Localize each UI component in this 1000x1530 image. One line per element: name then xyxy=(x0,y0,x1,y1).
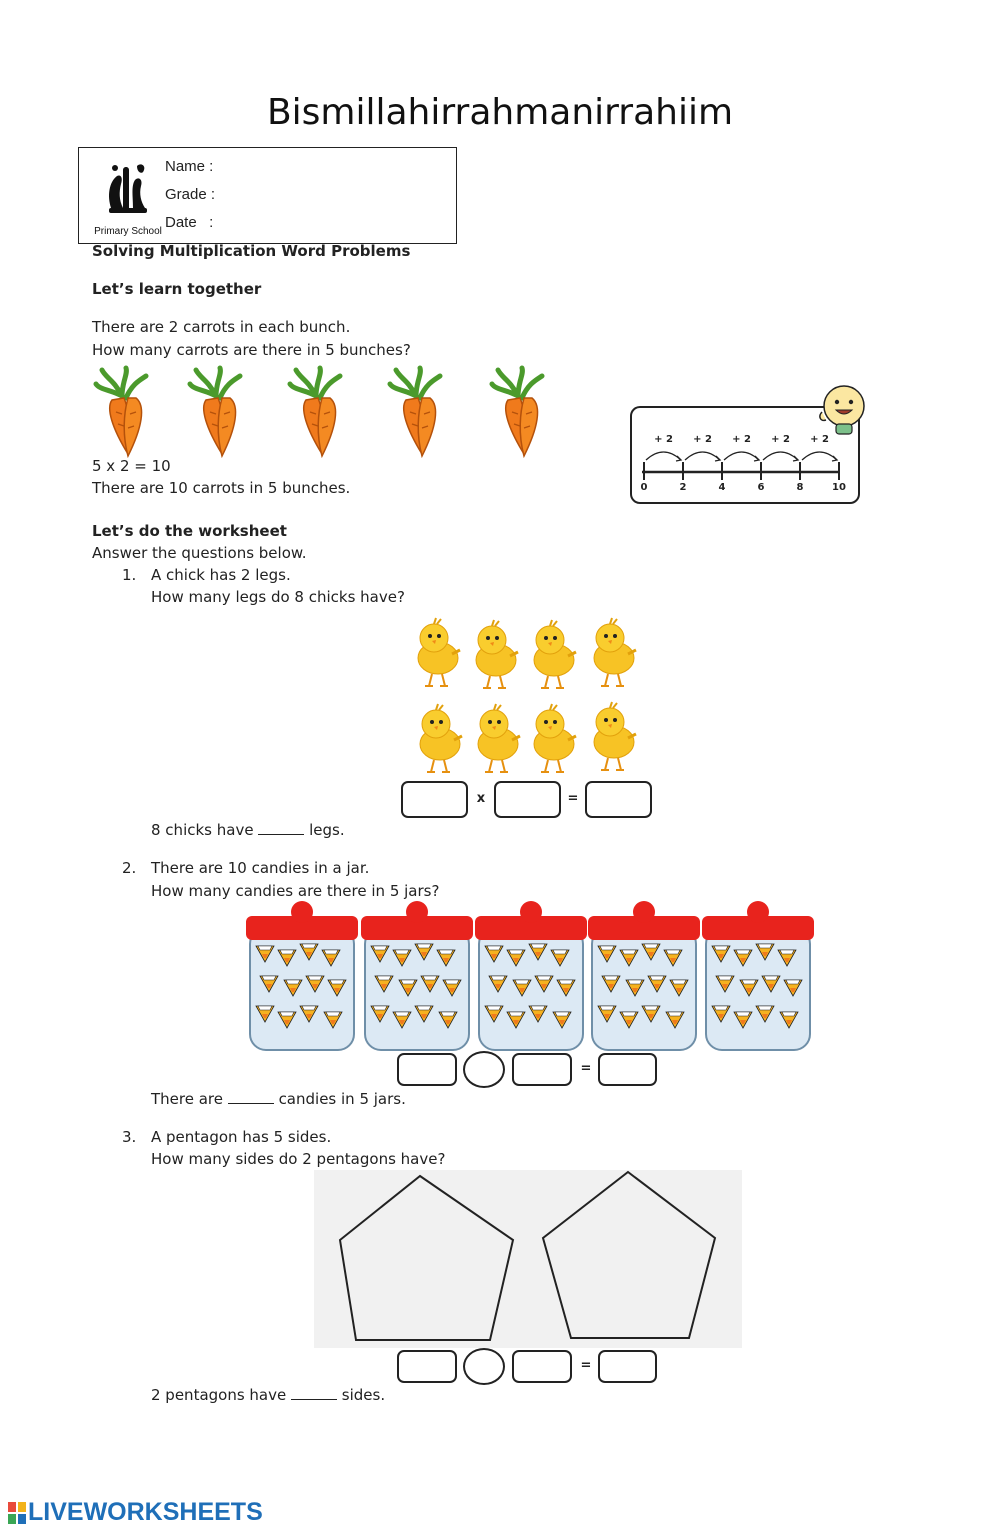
q1-operator: x xyxy=(476,791,486,806)
example-line-1: There are 2 carrots in each bunch. xyxy=(92,318,351,336)
q3-answer-prefix: 2 pentagons have xyxy=(151,1386,287,1404)
chick-3 xyxy=(534,620,576,688)
number-line-jump-label-4: + 2 xyxy=(810,434,829,445)
q1-answer-suffix: legs. xyxy=(309,821,345,839)
worksheet-heading: Let’s do the worksheet xyxy=(92,522,287,540)
q3-line-2: How many sides do 2 pentagons have? xyxy=(151,1150,446,1168)
q2-answer-sentence xyxy=(151,1088,406,1110)
number-line-jump-label-2: + 2 xyxy=(732,434,751,445)
number-line-jump-arc-3 xyxy=(763,452,798,460)
q2-factor-1-input[interactable] xyxy=(397,1053,457,1086)
q3-product-input[interactable] xyxy=(598,1350,657,1383)
q2-operator-circle[interactable] xyxy=(463,1051,505,1088)
number-line-jump-arc-4 xyxy=(802,452,837,460)
learn-heading: Let’s learn together xyxy=(92,280,262,298)
liveworksheets-logo-icon xyxy=(8,1502,26,1524)
number-line-tick-label-3: 6 xyxy=(757,482,765,493)
q2-answer-suffix: candies in 5 jars. xyxy=(278,1090,406,1108)
school-logo xyxy=(94,156,162,240)
q1-answer-sentence xyxy=(151,819,345,841)
q3-answer-blank[interactable] xyxy=(291,1384,337,1400)
grade-label: Grade : xyxy=(165,186,216,203)
q1-factor-1-input[interactable] xyxy=(401,781,468,818)
student-info-box xyxy=(78,147,457,244)
candy-jar-4 xyxy=(588,901,700,1050)
q2-factor-2-input[interactable] xyxy=(512,1053,572,1086)
worksheet-instruction: Answer the questions below. xyxy=(92,544,307,562)
number-line-tick-label-0: 0 xyxy=(640,482,648,493)
carrot-bunch-2 xyxy=(190,368,240,456)
example-answer: There are 10 carrots in 5 bunches. xyxy=(92,479,351,497)
q2-product-input[interactable] xyxy=(598,1053,657,1086)
number-line-jump-label-0: + 2 xyxy=(654,434,673,445)
school-caption: Primary School xyxy=(94,226,162,237)
chick-7 xyxy=(534,704,576,772)
q3-factor-2-input[interactable] xyxy=(512,1350,572,1383)
q2-answer-blank[interactable] xyxy=(228,1088,274,1104)
number-line-tick-label-4: 8 xyxy=(796,482,804,493)
q2-line-2: How many candies are there in 5 jars? xyxy=(151,882,440,900)
chick-2 xyxy=(476,620,518,688)
candy-jar-1 xyxy=(246,901,358,1050)
page-title: Bismillahirrahmanirrahiim xyxy=(266,92,734,133)
q3-line-1: A pentagon has 5 sides. xyxy=(151,1128,332,1146)
q3-operator-circle[interactable] xyxy=(463,1348,505,1385)
q1-answer-blank[interactable] xyxy=(258,819,304,835)
carrot-bunch-4 xyxy=(390,368,440,456)
number-line-jump-arc-1 xyxy=(685,452,720,460)
chick-6 xyxy=(478,704,520,772)
q2-line-1: There are 10 candies in a jar. xyxy=(151,859,370,877)
q1-answer-prefix: 8 chicks have xyxy=(151,821,254,839)
candy-jar-5 xyxy=(702,901,814,1050)
q3-answer-sentence xyxy=(151,1384,385,1406)
q1-line-1: A chick has 2 legs. xyxy=(151,566,291,584)
carrot-bunch-1 xyxy=(96,368,146,456)
q3-equals: = xyxy=(580,1358,592,1373)
date-label: Date : xyxy=(165,214,214,231)
number-line-tick-label-5: 10 xyxy=(832,482,846,493)
q2-equals: = xyxy=(580,1061,592,1076)
chick-5 xyxy=(420,704,462,772)
number-line-tick-label-2: 4 xyxy=(718,482,726,493)
chick-4 xyxy=(594,618,636,686)
q3-factor-1-input[interactable] xyxy=(397,1350,457,1383)
q1-factor-2-input[interactable] xyxy=(494,781,561,818)
number-line-jump-label-3: + 2 xyxy=(771,434,790,445)
q2-number: 2. xyxy=(122,859,137,877)
q3-number: 3. xyxy=(122,1128,137,1146)
number-line-tick-label-1: 2 xyxy=(679,482,687,493)
q3-answer-suffix: sides. xyxy=(341,1386,386,1404)
number-line-jump-label-1: + 2 xyxy=(693,434,712,445)
chicks-illustration xyxy=(410,614,650,778)
candy-jar-3 xyxy=(475,901,587,1050)
example-equation: 5 x 2 = 10 xyxy=(92,457,171,475)
name-label: Name : xyxy=(165,158,214,175)
chick-1 xyxy=(418,618,460,686)
q1-number: 1. xyxy=(122,566,137,584)
q1-product-input[interactable] xyxy=(585,781,652,818)
q1-line-2: How many legs do 8 chicks have? xyxy=(151,588,405,606)
q2-answer-prefix: There are xyxy=(151,1090,223,1108)
lesson-heading: Solving Multiplication Word Problems xyxy=(92,242,411,260)
candy-jar-2 xyxy=(361,901,473,1050)
carrot-bunch-5 xyxy=(492,368,542,456)
number-line-jump-arc-2 xyxy=(724,452,759,460)
pentagons-illustration xyxy=(314,1170,742,1348)
number-line-jump-arc-0 xyxy=(646,452,681,460)
example-line-2: How many carrots are there in 5 bunches? xyxy=(92,341,411,359)
chick-8 xyxy=(594,702,636,770)
carrot-bunches xyxy=(90,366,570,458)
liveworksheets-brand[interactable]: LIVEWORKSHEETS xyxy=(28,1498,263,1526)
carrot-bunch-3 xyxy=(290,368,340,456)
lightbulb-mascot-icon xyxy=(816,382,872,438)
q1-equals: = xyxy=(567,791,579,806)
candy-jars-illustration xyxy=(244,900,814,1052)
